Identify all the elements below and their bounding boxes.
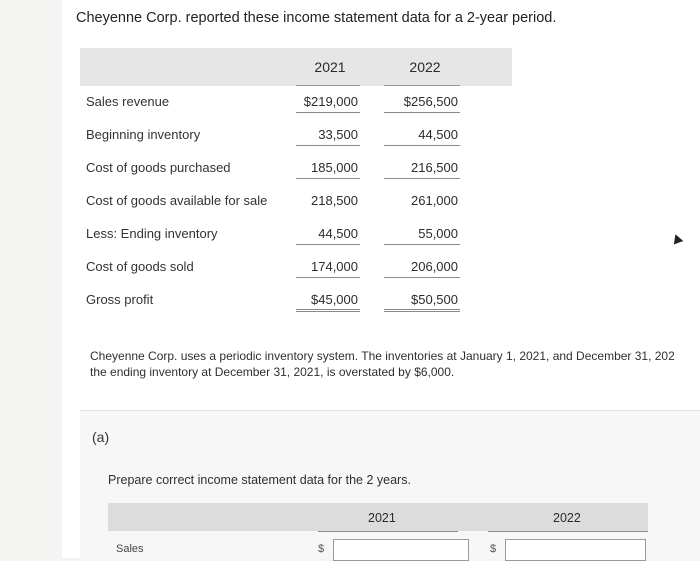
row-label: Cost of goods purchased	[86, 160, 231, 175]
header-2021: 2021	[314, 59, 346, 75]
value-2021: $219,000	[303, 94, 358, 109]
table-row	[80, 284, 512, 317]
table-row	[80, 152, 512, 185]
value-2022: 55,000	[418, 226, 458, 241]
answer-row-sales	[108, 539, 668, 559]
answer-header-line-2022	[488, 531, 648, 532]
underline-2021	[296, 178, 360, 179]
answer-header-2021: 2021	[368, 511, 396, 525]
part-a-section	[80, 410, 700, 559]
currency-symbol-2022: $	[490, 543, 497, 555]
underline-2022	[384, 309, 460, 312]
value-2022: $50,500	[411, 292, 458, 307]
description-line-1: Cheyenne Corp. uses a periodic inventory system. The inventories at January 1, 2021, and December 31, 202	[90, 349, 675, 363]
table-row	[80, 251, 512, 284]
value-2022: 206,000	[411, 259, 458, 274]
problem-description	[90, 348, 700, 380]
value-2021: 174,000	[311, 259, 358, 274]
value-2022: 261,000	[411, 193, 458, 208]
income-statement-table	[80, 48, 512, 317]
answer-header-2022: 2022	[553, 511, 581, 525]
answer-sales-label: Sales	[116, 543, 144, 555]
underline-2022	[384, 112, 460, 113]
underline-2021	[296, 244, 360, 245]
underline-2021	[296, 309, 360, 312]
answer-table-header	[108, 503, 648, 531]
underline-2022	[384, 145, 460, 146]
answer-header-line-2021	[318, 531, 458, 532]
value-2021: 185,000	[311, 160, 358, 175]
underline-2021	[296, 277, 360, 278]
underline-2022	[384, 178, 460, 179]
table-row	[80, 86, 512, 119]
problem-title: Cheyenne Corp. reported these income statement data for a 2-year period.	[76, 10, 557, 26]
underline-2022	[384, 244, 460, 245]
part-a-prompt: Prepare correct income statement data for the 2 years.	[108, 473, 411, 487]
value-2021: $45,000	[311, 292, 358, 307]
content-page	[62, 0, 700, 558]
underline-2021	[296, 145, 360, 146]
header-2022: 2022	[409, 59, 441, 75]
row-label: Cost of goods sold	[86, 259, 194, 274]
mouse-cursor-icon	[671, 233, 683, 245]
row-label: Sales revenue	[86, 94, 170, 109]
value-2021: 44,500	[318, 226, 358, 241]
value-2021: 33,500	[318, 127, 358, 142]
row-label: Cost of goods available for sale	[86, 193, 268, 208]
value-2022: 44,500	[418, 127, 458, 142]
underline-2022	[384, 277, 460, 278]
currency-symbol-2021: $	[318, 543, 325, 555]
row-label: Beginning inventory	[86, 127, 201, 142]
row-label: Less: Ending inventory	[86, 226, 218, 241]
value-2022: $256,500	[403, 94, 458, 109]
value-2021: 218,500	[311, 193, 358, 208]
part-a-label: (a)	[92, 429, 110, 445]
table-row	[80, 119, 512, 152]
table-header	[80, 48, 512, 86]
description-line-2: the ending inventory at December 31, 2021, is overstated by $6,000.	[90, 365, 455, 379]
table-row	[80, 218, 512, 251]
row-label: Gross profit	[86, 292, 154, 307]
table-row	[80, 185, 512, 218]
value-2022: 216,500	[411, 160, 458, 175]
table-body	[80, 86, 512, 317]
underline-2021	[296, 112, 360, 113]
